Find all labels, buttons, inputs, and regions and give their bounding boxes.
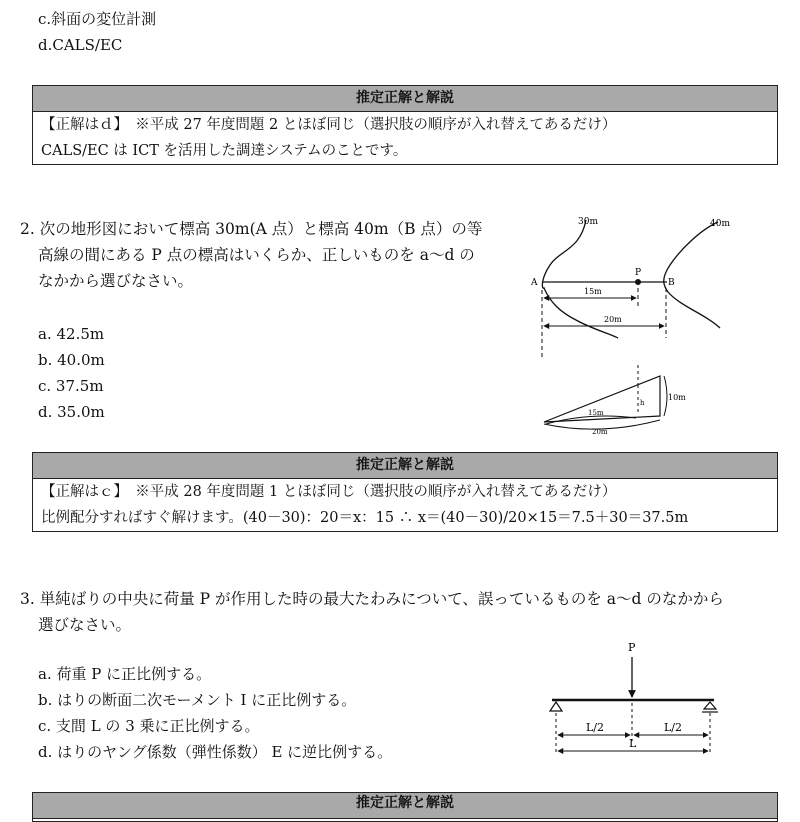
answer-box-1-heading: 推定正解と解説 [33,86,777,112]
q3-option-a: a. 荷重 P に正比例する。 [38,665,212,683]
label-20m-b: 20m [592,428,608,436]
q2-stem-line-2: 高線の間にある P 点の標高はいくらか、正しいものを a～d の [38,246,475,264]
label-load-p: P [628,641,636,654]
dim-10m-brace [664,376,667,416]
q3-option-c: c. 支間 L の 3 乗に正比例する。 [38,717,260,735]
q3-option-d: d. はりのヤング係数（弾性係数） E に逆比例する。 [38,743,393,761]
answer-box-3-heading: 推定正解と解説 [33,793,777,819]
label-l: L [629,737,637,750]
answer-box-2 [32,452,778,532]
answer-box-2-heading: 推定正解と解説 [33,453,777,479]
right-support [704,702,716,709]
label-h: h [640,399,645,407]
q3-stem-line-1: 3. 単純ばりの中央に荷量 P が作用した時の最大たわみについて、誤っているものを a～d のなかから [20,590,724,608]
q1-option-d: d.CALS/EC [38,36,123,54]
answer-box-3 [32,792,778,822]
q2-option-c: c. 37.5m [38,377,104,395]
answer-box-1 [32,85,778,165]
label-15m: 15m [584,287,602,296]
answer-box-1-line-2: CALS/EC は ICT を活用した調達システムのことです。 [41,143,408,159]
label-15m-b: 15m [588,409,604,417]
q2-option-a: a. 42.5m [38,325,105,343]
label-half-left: L/2 [586,721,605,734]
answer-box-2-line-2: 比例配分すればすぐ解けます。(40－30)：20＝x：15 ∴ x＝(40－30)/20×15＝7.5＋30＝37.5m [41,510,689,526]
label-10m: 10m [668,393,686,402]
contour-figure [520,210,760,450]
q2-stem-line-3: なかから選びなさい。 [38,272,194,290]
q2-option-b: b. 40.0m [38,351,105,369]
label-40m: 40m [710,219,730,229]
answer-box-2-line-1: 【正解はｃ】 ※平成 28 年度問題 1 とほぼ同じ（選択肢の順序が入れ替えてあるだけ） [41,484,617,500]
left-support [550,702,562,711]
label-20m: 20m [604,315,622,324]
q1-option-c: c.斜面の変位計測 [38,10,157,28]
q3-option-b: b. はりの断面二次モーメント I に正比例する。 [38,691,357,709]
q2-stem-line-1: 2. 次の地形図において標高 30m(A 点）と標高 40m（B 点）の等 [20,220,483,238]
label-a: A [531,278,538,288]
label-p: P [635,268,642,278]
q3-stem-line-2: 選びなさい。 [38,616,132,634]
label-30m: 30m [578,217,598,227]
q1-cut-line [38,0,148,4]
label-half-right: L/2 [664,721,683,734]
q2-option-d: d. 35.0m [38,403,105,421]
beam-figure [540,635,730,765]
answer-box-1-line-1: 【正解はｄ】 ※平成 27 年度問題 2 とほぼ同じ（選択肢の順序が入れ替えてあるだけ） [41,117,617,133]
label-b: B [668,278,675,288]
point-p [635,279,641,285]
contour-40m-line [664,222,720,328]
